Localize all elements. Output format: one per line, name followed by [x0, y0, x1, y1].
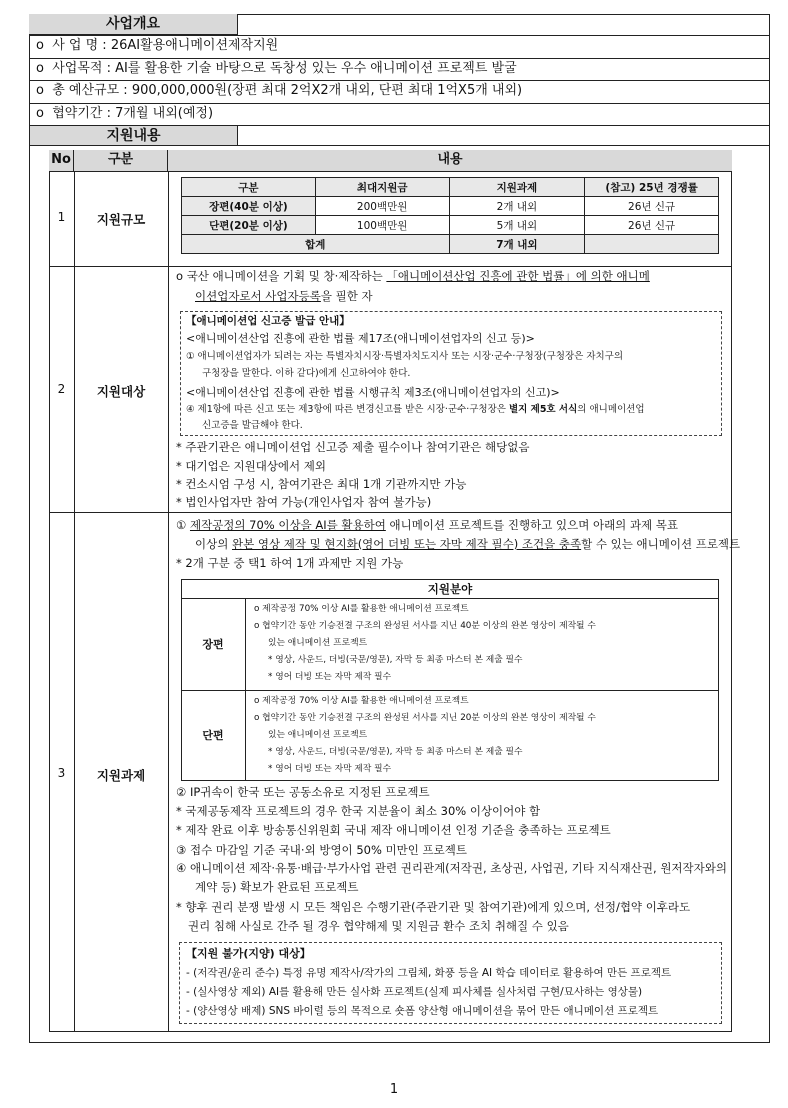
- scale-cell: 200백만원: [315, 197, 449, 216]
- target-note: * 대기업은 지원대상에서 제외: [176, 459, 327, 473]
- overview-item: ο 사업목적 : AI를 활용한 기술 바탕으로 독창성 있는 우수 애니메이션 프로젝트 발굴: [36, 61, 517, 76]
- target-note: * 컨소시엄 구성 시, 참여기관은 최대 1개 기관까지만 가능: [176, 477, 467, 491]
- scale-total-value: 7개 내외: [449, 235, 585, 254]
- header-line: [49, 171, 732, 172]
- notice-p2a: ④ 제1항에 따른 신고 또는 제3항에 따른 변경신고를 받은 시장·군수·구청장은 별지 제5호 서식의 애니메이션업: [186, 404, 645, 415]
- overview-item: ο 사 업 명 : 26AI활용애니메이션제작지원: [36, 38, 279, 53]
- scale-cell: 5개 내외: [449, 216, 585, 235]
- field-long-line: * 영상, 사운드, 더빙(국문/영문), 자막 등 최종 마스터 본 제출 필수: [268, 655, 523, 665]
- support-header-content: 내용: [168, 150, 732, 171]
- row-no: 3: [57, 766, 66, 780]
- scale-total-label: 합계: [182, 235, 450, 254]
- field-short-line: * 영상, 사운드, 더빙(국문/영문), 자막 등 최종 마스터 본 제출 필수: [268, 747, 523, 757]
- scale-total-empty: [585, 235, 719, 254]
- scale-cell: 2개 내외: [449, 197, 585, 216]
- field-short-line: ο 협약기간 동안 기승전결 구조의 완성된 서사를 지닌 20분 이상의 완본 영상이 제작될 수: [254, 713, 596, 723]
- support-header-no: No: [49, 150, 74, 171]
- task-after: ④ 애니메이션 제작·유통·배급·부가사업 관련 권리관계(저작권, 초상권, 사업권, 기타 지식재산권, 원저작자와의: [176, 861, 727, 875]
- task-after: * 국제공동제작 프로젝트의 경우 한국 지분율이 최소 30% 이상이어야 함: [176, 804, 541, 818]
- target-note: * 주관기관은 애니메이션업 신고증 제출 필수이나 참여기관은 해당없음: [176, 440, 530, 454]
- field-row-line: [181, 690, 719, 691]
- task-after: 권리 침해 사실로 간주 될 경우 협약해제 및 지원금 환수 조치 취해질 수 있음: [188, 919, 569, 933]
- row-line: [49, 512, 732, 513]
- task-after: ② IP귀속이 한국 또는 공동소유로 지정된 프로젝트: [176, 785, 430, 799]
- scale-header: (참고) 25년 경쟁률: [585, 178, 719, 197]
- task-p3: * 2개 구분 중 택1 하여 1개 과제만 지원 가능: [176, 556, 404, 570]
- notice-title: 【애니메이션업 신고증 발급 안내】: [186, 315, 350, 327]
- row-category: 지원대상: [96, 384, 146, 399]
- col-line: [74, 171, 75, 1032]
- task-after: * 향후 권리 분쟁 발생 시 모든 책임은 수행기관(주관기관 및 참여기관)에게 있으며, 선정/협약 이후라도: [176, 900, 691, 914]
- scale-cell: 100백만원: [315, 216, 449, 235]
- scale-table: [181, 177, 719, 254]
- row-category: 지원규모: [96, 212, 146, 227]
- task-p1: ① 제작공정의 70% 이상을 AI를 활용하여 애니메이션 프로젝트를 진행하고 있으며 아래의 과제 목표: [176, 518, 679, 532]
- notice-p1b: 구청장을 말한다. 이하 같다)에게 신고하여야 한다.: [202, 368, 411, 379]
- row-no: 1: [57, 210, 66, 224]
- overview-title: 사업개요: [29, 14, 238, 35]
- col-line: [168, 171, 169, 1032]
- exclusion-item: - (저작권/윤리 준수) 특정 유명 제작사/작가의 그림체, 화풍 등을 AI 학습 데이터로 활용하여 만든 프로젝트: [186, 967, 672, 979]
- page-number: 1: [389, 1082, 399, 1097]
- field-short-line: 있는 애니메이션 프로젝트: [268, 730, 368, 740]
- target-note: * 법인사업자만 참여 가능(개인사업자 참여 불가능): [176, 495, 432, 509]
- overview-item: ο 협약기간 : 7개월 내외(예정): [36, 106, 214, 121]
- scale-header: 지원과제: [449, 178, 585, 197]
- field-long-line: ο 제작공정 70% 이상 AI를 활용한 애니메이션 프로젝트: [254, 604, 469, 614]
- task-p2: 이상의 완본 영상 제작 및 현지화(영어 더빙 또는 자막 제작 필수) 조건을 충족할 수 있는 애니메이션 프로젝트: [195, 537, 741, 551]
- task-after: * 제작 완료 이후 방송통신위원회 국내 제작 애니메이션 인정 기준을 충족하는 프로젝트: [176, 823, 611, 837]
- scale-cell: 단편(20분 이상): [182, 216, 316, 235]
- field-short-line: * 영어 더빙 또는 자막 제작 필수: [268, 764, 392, 774]
- exclusion-title: 【지원 불가(지양) 대상】: [186, 947, 311, 960]
- target-lead: ο 국산 애니메이션을 기획 및 창·제작하는 「애니메이션산업 진흥에 관한 법률」에 의한 애니메: [176, 269, 650, 283]
- field-long-line: ο 협약기간 동안 기승전결 구조의 완성된 서사를 지닌 40분 이상의 완본 영상이 제작될 수: [254, 621, 596, 631]
- support-header-category: 구분: [74, 150, 168, 171]
- notice-p2b: 신고증을 발급해야 한다.: [202, 420, 303, 431]
- task-after: ③ 접수 마감일 기준 국내·외 방영이 50% 미만인 프로젝트: [176, 843, 467, 857]
- notice-law2: <애니메이션산업 진흥에 관한 법률 시행규칙 제3조(애니메이션업자의 신고)>: [186, 386, 560, 399]
- overview-item: ο 총 예산규모 : 900,000,000원(장편 최대 2억X2개 내외, 단편 최대 1억X5개 내외): [36, 83, 523, 98]
- scale-cell: 장편(40분 이상): [182, 197, 316, 216]
- support-title: 지원내용: [29, 126, 238, 146]
- task-after: 계약 등) 확보가 완료된 프로젝트: [195, 880, 359, 894]
- scale-cell: 26년 신규: [585, 197, 719, 216]
- notice-p1a: ① 애니메이션업자가 되려는 자는 특별자치시장·특별자치도지사 또는 시장·군수·구청장(구청장은 자치구의: [186, 351, 624, 362]
- target-lead-cont: 이션업자로서 사업자등록을 필한 자: [195, 289, 373, 303]
- field-header: 지원분야: [181, 579, 719, 599]
- exclusion-item: - (실사영상 제외) AI를 활용해 만든 실사화 프로젝트(실제 피사체를 실사처럼 구현/묘사하는 영상물): [186, 986, 643, 998]
- field-short-label: 단편: [202, 729, 224, 742]
- field-long-label: 장편: [202, 638, 224, 651]
- scale-header: 최대지원금: [315, 178, 449, 197]
- field-short-line: ο 제작공정 70% 이상 AI를 활용한 애니메이션 프로젝트: [254, 696, 469, 706]
- scale-header: 구분: [182, 178, 316, 197]
- field-long-line: * 영어 더빙 또는 자막 제작 필수: [268, 672, 392, 682]
- scale-cell: 26년 신규: [585, 216, 719, 235]
- row-no: 2: [57, 382, 66, 396]
- exclusion-item: - (양산영상 배제) SNS 바이럴 등의 목적으로 숏폼 양산형 애니메이션을 묶어 만든 애니메이션 프로젝트: [186, 1005, 659, 1017]
- notice-law1: <애니메이션산업 진흥에 관한 법률 제17조(애니메이션업자의 신고 등)>: [186, 332, 535, 345]
- row-category: 지원과제: [96, 768, 146, 783]
- field-long-line: 있는 애니메이션 프로젝트: [268, 638, 368, 648]
